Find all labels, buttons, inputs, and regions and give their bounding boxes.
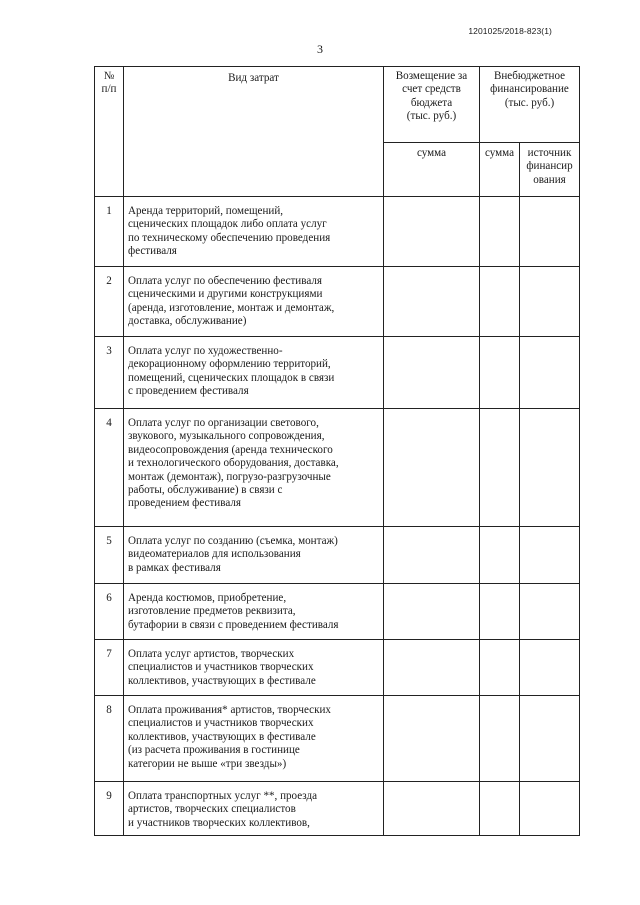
- source-cell: [520, 640, 580, 696]
- row-description-line: работы, обслуживание) в связи с: [128, 484, 283, 497]
- row-description-line: доставка, обслуживание): [128, 315, 247, 328]
- row-description: [124, 197, 384, 267]
- table-row: [95, 267, 580, 337]
- header-source-line: финансир: [526, 160, 573, 173]
- header-budget: [384, 67, 480, 143]
- table-row: [95, 409, 580, 527]
- budget-sum-cell: [384, 640, 480, 696]
- row-number: 9: [95, 782, 124, 836]
- header-source-line: источник: [527, 147, 572, 159]
- row-number: 6: [95, 584, 124, 640]
- row-description-line: проведением фестиваля: [128, 497, 241, 510]
- table-row: [95, 584, 580, 640]
- header-row: [95, 67, 580, 143]
- header-expense-type: [124, 67, 384, 197]
- row-description-line: артистов, творческих специалистов: [128, 803, 296, 816]
- header-extra-sum: [480, 143, 520, 197]
- row-description: [124, 696, 384, 782]
- row-description: [124, 782, 384, 836]
- row-description-line: Оплата услуг по обеспечению фестиваля: [128, 275, 322, 287]
- row-description-line: Аренда территорий, помещений,: [128, 205, 284, 217]
- row-description-line: специалистов и участников творческих: [128, 717, 314, 730]
- row-description-line: декорационному оформлению территорий,: [128, 358, 331, 371]
- row-number: 1: [95, 197, 124, 267]
- row-description-line: Оплата услуг артистов, творческих: [128, 648, 295, 660]
- header-extrabudget: [480, 67, 580, 143]
- row-description-line: сценическими и другими конструкциями: [128, 288, 323, 301]
- row-description-line: Оплата услуг по организации светового,: [128, 417, 319, 429]
- document-code: 1201025/2018-823(1): [468, 26, 552, 36]
- row-description: [124, 640, 384, 696]
- row-number: 3: [95, 337, 124, 409]
- row-description-line: и участников творческих коллективов,: [128, 816, 310, 829]
- budget-sum-cell: [384, 527, 480, 584]
- row-description-line: монтаж (демонтаж), погрузо-разгрузочные: [128, 470, 331, 483]
- row-number: 2: [95, 267, 124, 337]
- row-number: 7: [95, 640, 124, 696]
- source-cell: [520, 337, 580, 409]
- header-budget-sum: [384, 143, 480, 197]
- row-description-line: (из расчета проживания в гостинице: [128, 744, 300, 757]
- row-description-line: категории не выше «три звезды»): [128, 757, 287, 770]
- extra-sum-cell: [480, 584, 520, 640]
- source-cell: [520, 584, 580, 640]
- row-description-line: видеоматериалов для использования: [128, 548, 301, 561]
- header-budget-line: бюджета: [410, 96, 453, 109]
- row-description-line: сценических площадок либо оплата услуг: [128, 218, 327, 231]
- source-cell: [520, 696, 580, 782]
- row-description-line: в рамках фестиваля: [128, 561, 221, 574]
- budget-sum-cell: [384, 337, 480, 409]
- source-cell: [520, 527, 580, 584]
- expenses-table: [94, 66, 580, 836]
- row-number: 8: [95, 696, 124, 782]
- row-description-line: Оплата проживания* артистов, творческих: [128, 704, 331, 716]
- row-description-line: Аренда костюмов, приобретение,: [128, 592, 287, 604]
- row-description-line: Оплата услуг по созданию (съемка, монтаж): [128, 535, 338, 547]
- row-description-line: фестиваля: [128, 245, 177, 258]
- row-description-line: специалистов и участников творческих: [128, 661, 314, 674]
- header-source-line: ования: [533, 173, 566, 186]
- row-description-line: по техническому обеспечению проведения: [128, 231, 331, 244]
- source-cell: [520, 782, 580, 836]
- source-cell: [520, 409, 580, 527]
- budget-sum-cell: [384, 584, 480, 640]
- extra-sum-cell: [480, 409, 520, 527]
- row-description-line: видеосопровождения (аренда технического: [128, 443, 333, 456]
- budget-sum-cell: [384, 409, 480, 527]
- page-number: 3: [317, 42, 323, 56]
- budget-sum-cell: [384, 267, 480, 337]
- header-extrabudget-line: (тыс. руб.): [504, 96, 555, 109]
- table-row: [95, 782, 580, 836]
- header-number-line2: п/п: [101, 83, 117, 96]
- row-description: [124, 527, 384, 584]
- header-extrabudget-line: Внебюджетное: [493, 70, 566, 82]
- header-budget-line: Возмещение за: [395, 70, 468, 82]
- row-description: [124, 337, 384, 409]
- row-description-line: помещений, сценических площадок в связи: [128, 371, 335, 384]
- row-description-line: Оплата транспортных услуг **, проезда: [128, 790, 318, 802]
- table-row: [95, 337, 580, 409]
- row-description: [124, 267, 384, 337]
- row-description-line: с проведением фестиваля: [128, 385, 249, 398]
- row-number: 4: [95, 409, 124, 527]
- header-number-line1: №: [103, 70, 115, 82]
- header-extrabudget-line: финансирование: [490, 83, 569, 96]
- row-description: [124, 409, 384, 527]
- source-cell: [520, 267, 580, 337]
- table-row: [95, 527, 580, 584]
- row-description-line: бутафории в связи с проведением фестиваля: [128, 618, 339, 631]
- extra-sum-cell: [480, 337, 520, 409]
- row-description: [124, 584, 384, 640]
- extra-sum-cell: [480, 696, 520, 782]
- header-budget-sum-label: сумма: [416, 147, 447, 159]
- budget-sum-cell: [384, 782, 480, 836]
- budget-sum-cell: [384, 197, 480, 267]
- row-description-line: (аренда, изготовление, монтаж и демонтаж,: [128, 301, 335, 314]
- row-description-line: и технологического оборудования, доставка,: [128, 457, 339, 470]
- header-budget-line: счет средств: [402, 83, 461, 96]
- row-description-line: коллективов, участвующих в фестивале: [128, 674, 316, 687]
- header-budget-line: (тыс. руб.): [406, 110, 457, 123]
- extra-sum-cell: [480, 267, 520, 337]
- header-extra-sum-label: сумма: [484, 147, 515, 159]
- row-description-line: звукового, музыкального сопровождения,: [128, 430, 325, 443]
- row-description-line: изготовление предметов реквизита,: [128, 605, 296, 618]
- row-description-line: коллективов, участвующих в фестивале: [128, 730, 316, 743]
- extra-sum-cell: [480, 782, 520, 836]
- table-row: [95, 696, 580, 782]
- source-cell: [520, 197, 580, 267]
- header-number: [95, 67, 124, 197]
- row-number: 5: [95, 527, 124, 584]
- extra-sum-cell: [480, 197, 520, 267]
- table-row: [95, 640, 580, 696]
- extra-sum-cell: [480, 640, 520, 696]
- budget-sum-cell: [384, 696, 480, 782]
- header-source: [520, 143, 580, 197]
- row-description-line: Оплата услуг по художественно-: [128, 345, 283, 357]
- header-expense-type-label: Вид затрат: [228, 72, 279, 84]
- extra-sum-cell: [480, 527, 520, 584]
- table-row: [95, 197, 580, 267]
